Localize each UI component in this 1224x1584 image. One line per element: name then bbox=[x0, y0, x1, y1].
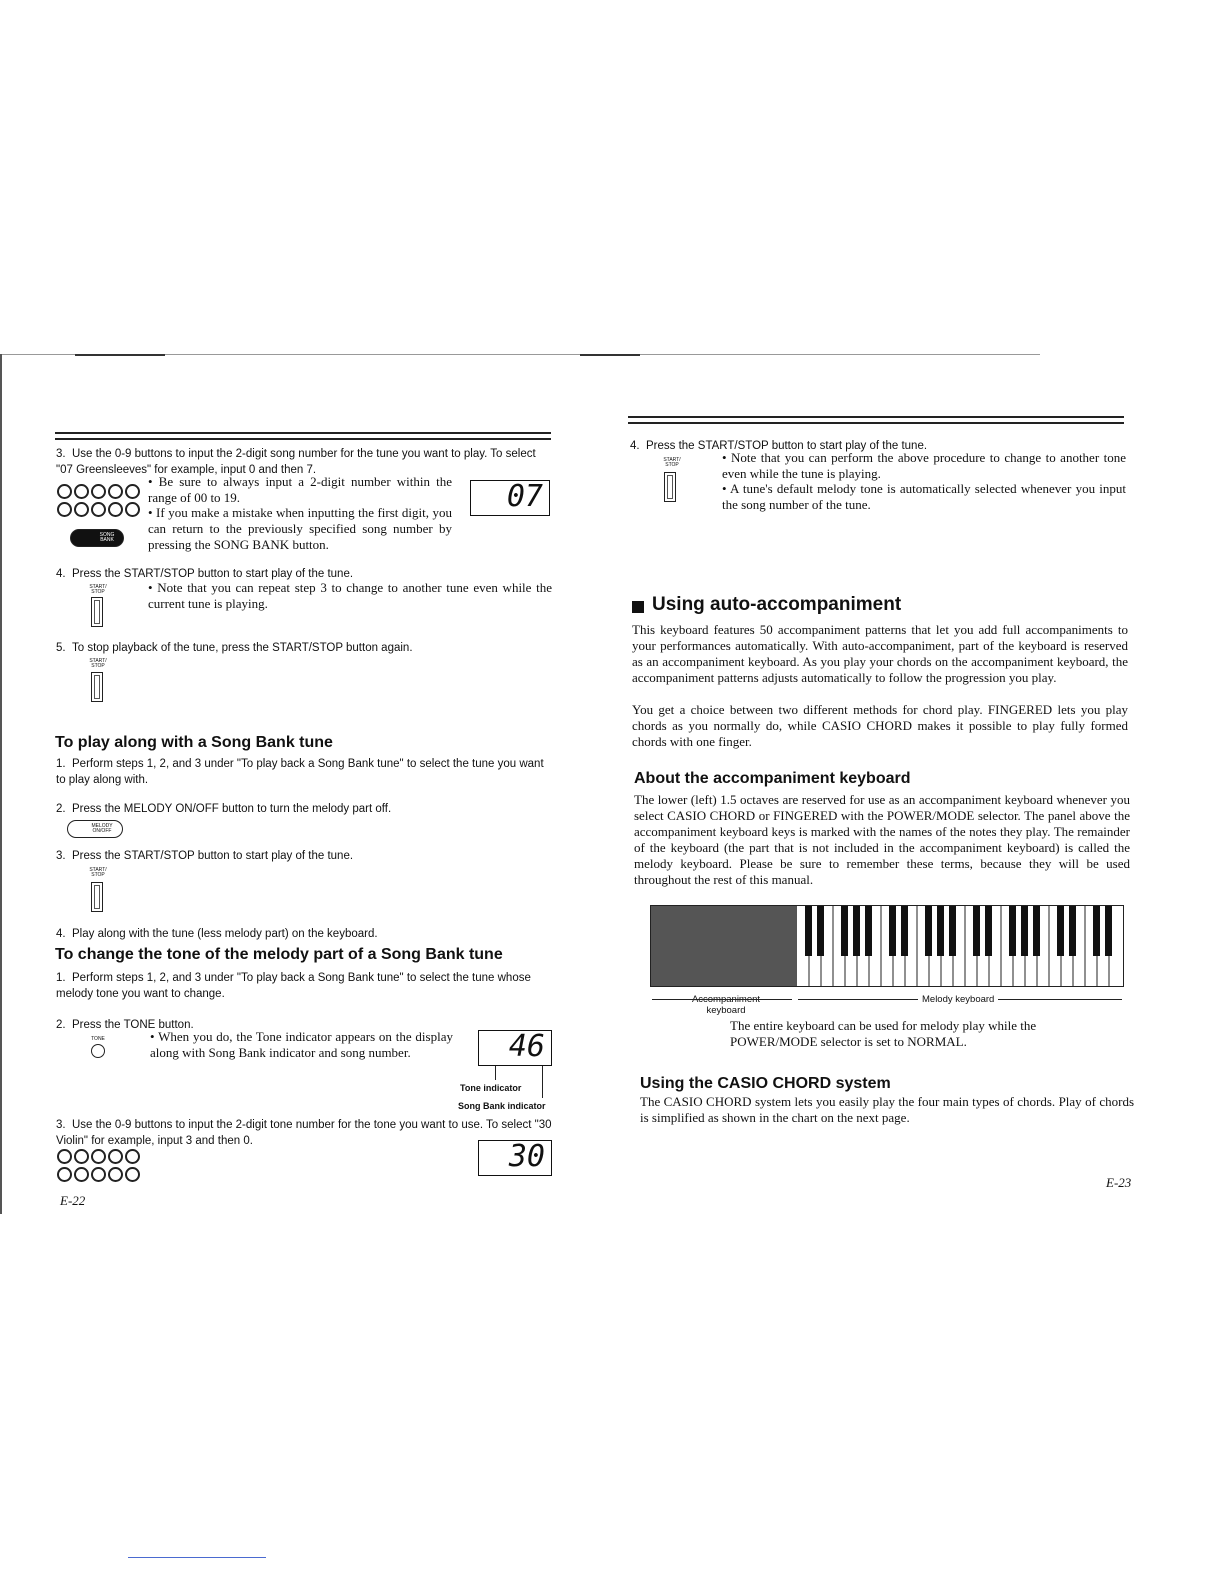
left-header-rule-2 bbox=[55, 438, 551, 440]
play-along-step3: 3. Press the START/STOP button to start play of the tune. bbox=[56, 850, 354, 862]
left-step3-bullet2: • If you make a mistake when inputting the first digit, you can return to the previously specified song number by pressing the SONG BANK button. bbox=[148, 505, 452, 552]
heading-auto-accompaniment: Using auto-accompaniment bbox=[652, 594, 902, 615]
right-step4: 4. Press the START/STOP button to start play of the tune. bbox=[630, 440, 928, 452]
left-step3-bullet1: • Be sure to always input a 2-digit number within the range of 00 to 19. bbox=[148, 474, 452, 505]
song-bank-indicator-label: Song Bank indicator bbox=[458, 1101, 546, 1111]
start-stop-button-4[interactable] bbox=[664, 472, 676, 502]
heading-change-tone: To change the tone of the melody part of a Song Bank tune bbox=[55, 946, 503, 963]
start-stop-label-3: START/ STOP bbox=[89, 867, 107, 878]
section-square-icon bbox=[632, 601, 644, 613]
left-step3: 3. Use the 0-9 buttons to input the 2-digit song number for the tune you want to play. To select "07 Greensleeves" for example, input 0 and then 7. bbox=[56, 448, 536, 476]
left-step5: 5. To stop playback of the tune, press the START/STOP button again. bbox=[56, 642, 413, 654]
keyboard-svg bbox=[651, 906, 1123, 986]
melody-keyboard-label: Melody keyboard bbox=[918, 994, 998, 1005]
scan-top-dash bbox=[75, 354, 165, 356]
accomp-keyboard-label: keyboard bbox=[706, 1005, 746, 1016]
right-header-rule bbox=[628, 416, 1124, 418]
tone-indicator-label: Tone indicator bbox=[460, 1083, 522, 1093]
heading-play-along: To play along with a Song Bank tune bbox=[55, 734, 333, 751]
right-step4-bullet2: • A tune's default melody tone is automatically selected whenever you input the song number of the tune. bbox=[722, 481, 1126, 512]
page-number-right: E-23 bbox=[1106, 1175, 1132, 1190]
accomp-keyboard-paragraph: The lower (left) 1.5 octaves are reserved for use as an accompaniment keyboard whenever you select CASIO CHORD or FINGERED with the POWER/MODE selector. The panel above the accompaniment keyboard keys is marked with the names of the notes they play. The remainder of the keyboard (the part that is not included in the accompaniment keyboard) is called the melody keyboard. Please be sure to remember these terms, because they will be used throughout the rest of this manual. bbox=[634, 792, 1130, 887]
change-tone-step2-bullet: • When you do, the Tone indicator appears on the display along with Song Bank indicator and song number. bbox=[150, 1029, 453, 1060]
display-tone-46: 46 bbox=[478, 1030, 552, 1066]
right-header-rule-2 bbox=[628, 422, 1124, 424]
start-stop-button-2[interactable] bbox=[91, 672, 103, 702]
song-bank-label: SONG BANK bbox=[99, 532, 115, 543]
play-along-step4: 4. Play along with the tune (less melody part) on the keyboard. bbox=[56, 928, 378, 940]
right-step4-bullet1: • Note that you can perform the above procedure to change to another tone even while the tune is playing. bbox=[722, 450, 1126, 481]
start-stop-button[interactable] bbox=[91, 597, 103, 627]
change-tone-step3: 3. Use the 0-9 buttons to input the 2-digit tone number for the tone you want to use. To select "30 Violin" for example, input 3 and then 0. bbox=[56, 1119, 552, 1147]
left-step4-bullet: • Note that you can repeat step 3 to change to another tune even while the current tune is playing. bbox=[148, 580, 552, 611]
scan-top-dash-2 bbox=[580, 354, 640, 356]
change-tone-step1: 1. Perform steps 1, 2, and 3 under "To play back a Song Bank tune" to select the tune whose melody tone you want to change. bbox=[56, 972, 531, 1000]
left-step4: 4. Press the START/STOP button to start play of the tune. bbox=[56, 568, 354, 580]
number-buttons-0-4-b[interactable] bbox=[57, 1149, 142, 1169]
melody-on-off-button[interactable] bbox=[67, 820, 123, 838]
scan-left-edge bbox=[0, 354, 2, 1214]
auto-accomp-paragraph1: This keyboard features 50 accompaniment patterns that let you add full accompaniments to your performances automatically. With auto-accompaniment, part of the keyboard is reserved as an accompaniment keyboard. As you play your chords on the accompaniment keyboard, the accompaniment patterns adjusts automatically to follow the progression you play. bbox=[632, 622, 1128, 685]
heading-casio-chord: Using the CASIO CHORD system bbox=[640, 1075, 891, 1092]
keyboard-illustration bbox=[650, 905, 1124, 987]
heading-accomp-keyboard: About the accompaniment keyboard bbox=[634, 770, 911, 787]
melody-on-off-label: MELODY ON/OFF bbox=[91, 823, 113, 834]
song-bank-button[interactable] bbox=[70, 529, 124, 547]
scan-bottom-link-line bbox=[128, 1557, 266, 1558]
tone-button[interactable] bbox=[91, 1044, 105, 1058]
page-number-left: E-22 bbox=[60, 1193, 86, 1208]
casio-chord-paragraph: The CASIO CHORD system lets you easily play the four main types of chords. Play of chords is simplified as shown in the chart on the next page. bbox=[640, 1094, 1134, 1125]
start-stop-label: START/ STOP bbox=[89, 584, 107, 595]
accomp-arrow-line bbox=[652, 999, 792, 1000]
song-bank-indicator-line bbox=[542, 1066, 543, 1098]
play-along-step1: 1. Perform steps 1, 2, and 3 under "To play back a Song Bank tune" to select the tune you want to play along with. bbox=[56, 758, 544, 786]
tone-label: TONE bbox=[91, 1036, 105, 1042]
display-tone-30: 30 bbox=[478, 1140, 552, 1176]
number-buttons-5-9[interactable] bbox=[57, 502, 142, 522]
play-along-step2: 2. Press the MELODY ON/OFF button to turn the melody part off. bbox=[56, 803, 392, 815]
start-stop-button-3[interactable] bbox=[91, 882, 103, 912]
start-stop-label-4: START/ STOP bbox=[663, 457, 681, 468]
change-tone-step2: 2. Press the TONE button. bbox=[56, 1019, 194, 1031]
number-buttons-5-9-b[interactable] bbox=[57, 1167, 142, 1187]
auto-accomp-paragraph2: You get a choice between two different methods for chord play. FINGERED lets you play chords as you normally do, while CASIO CHORD makes it possible to play fully formed chords with one finger. bbox=[632, 702, 1128, 749]
display-song-number: 07 bbox=[470, 480, 550, 516]
start-stop-label-2: START/ STOP bbox=[89, 658, 107, 669]
keyboard-note: The entire keyboard can be used for melody play while the POWER/MODE selector is set to NORMAL. bbox=[730, 1018, 1037, 1049]
tone-indicator-line bbox=[495, 1066, 496, 1080]
number-buttons-0-4[interactable] bbox=[57, 484, 142, 504]
left-header-rule bbox=[55, 432, 551, 434]
